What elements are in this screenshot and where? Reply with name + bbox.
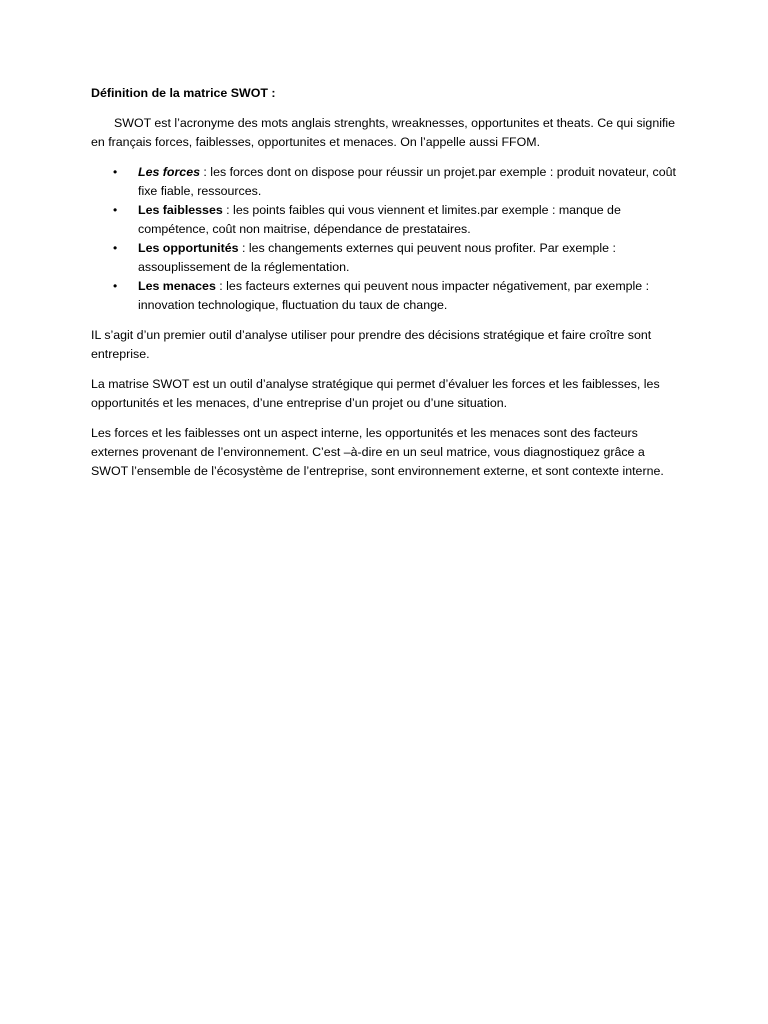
list-item-opportunites (91, 239, 681, 277)
list-item-forces (91, 163, 681, 201)
term-menaces: Les menaces (138, 279, 216, 293)
swot-bullet-list (91, 163, 681, 315)
definition-forces: : les forces dont on dispose pour réussir un projet.par exemple : produit novateur, coût fixe fiable, ressources. (138, 165, 676, 198)
bullet-icon: • (113, 241, 118, 255)
term-faiblesses: Les faiblesses (138, 203, 223, 217)
bullet-icon: • (113, 165, 118, 179)
term-opportunites: Les opportunités (138, 241, 239, 255)
paragraph-outil: IL s’agit d’un premier outil d’analyse utiliser pour prendre des décisions stratégique et faire croître sont entreprise. (91, 328, 652, 361)
definition-menaces: : les facteurs externes qui peuvent nous impacter négativement, par exemple : innovation technologique, fluctuation du taux de change. (138, 279, 650, 312)
bullet-icon: • (113, 279, 118, 293)
paragraph-matrise: La matrise SWOT est un outil d’analyse stratégique qui permet d’évaluer les forces et les faiblesses, les opportunités et les menaces, d’une entreprise d’un projet ou d’une situation. (91, 377, 660, 410)
definition-faiblesses: : les points faibles qui vous viennent et limites.par exemple : manque de compétence, coût non maitrise, dépendance de prestataires. (138, 203, 621, 236)
paragraph-interne-externe: Les forces et les faiblesses ont un aspect interne, les opportunités et les menaces sont des facteurs externes provenant de l’environnement. C’est –à-dire en un seul matrice, vous diagnostiquez grâce a SWOT l’ensemble de l’écosystème de l’entreprise, sont environnement externe, et sont contexte interne. (91, 426, 664, 478)
list-item-menaces (91, 277, 681, 315)
intro-paragraph: SWOT est l’acronyme des mots anglais strenghts, wreaknesses, opportunites et theats. Ce qui signifie en français forces, faiblesses, opportunites et menaces. On l’appelle aussi FFOM. (91, 116, 676, 149)
definition-opportunites: : les changements externes qui peuvent nous profiter. Par exemple : assouplissement de la réglementation. (138, 241, 616, 274)
bullet-icon: • (113, 203, 118, 217)
document-title: Définition de la matrice SWOT : (91, 86, 276, 100)
document-body (91, 84, 681, 492)
term-forces: Les forces (138, 165, 200, 179)
list-item-faiblesses (91, 201, 681, 239)
